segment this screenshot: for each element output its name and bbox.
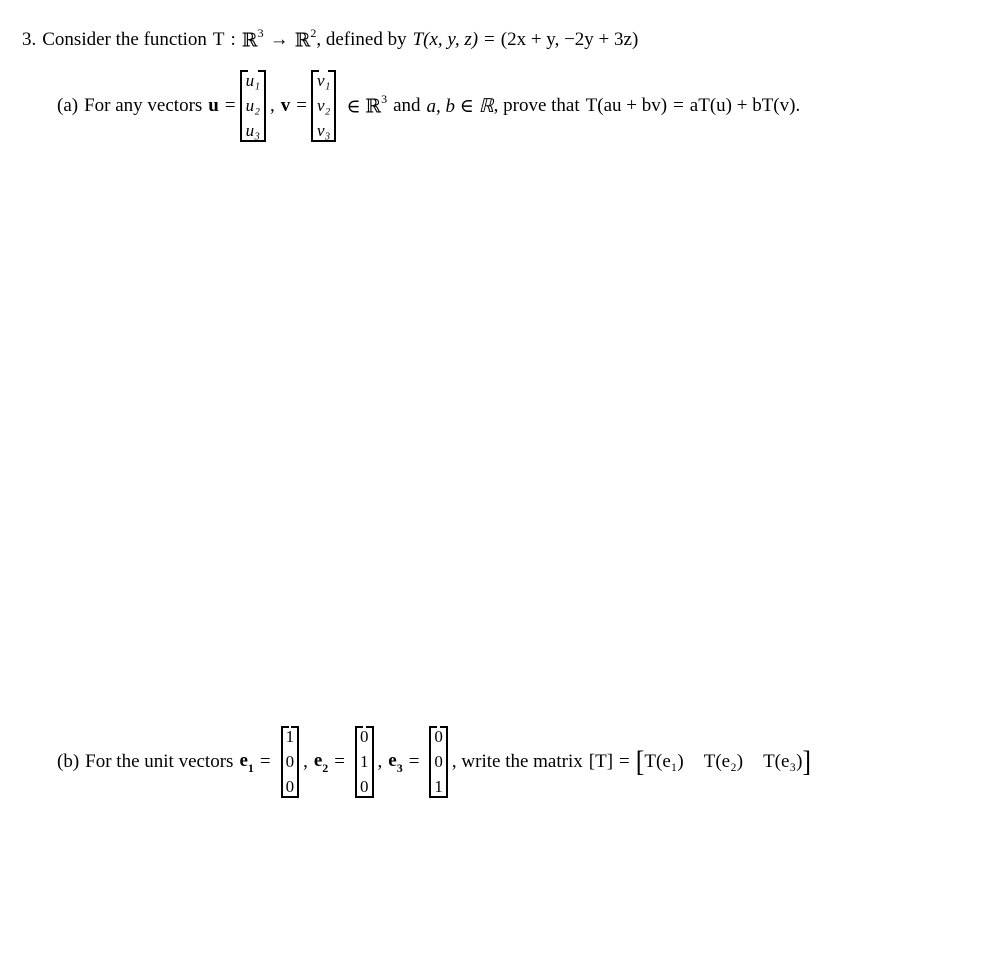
definition-lhs: T(x, y, z) <box>412 29 479 50</box>
e3-entry-2: 0 <box>434 752 443 771</box>
v-entry-1: v₁ <box>316 71 331 90</box>
v-vector-name: v <box>280 95 291 116</box>
e1-entry-2: 0 <box>285 752 295 771</box>
part-a-and: and <box>393 95 421 116</box>
e2-entry-3: 0 <box>360 777 369 796</box>
e3-column-vector <box>429 726 448 798</box>
u-entry-3: u₃ <box>245 121 261 140</box>
matrix-right-bracket: ] <box>802 744 812 779</box>
function-colon: : <box>230 29 236 50</box>
linearity-rhs: aT(u) + bT(v). <box>689 95 801 116</box>
part-b-write-matrix: , write the matrix <box>451 751 583 772</box>
question-intro: Consider the function <box>42 29 207 50</box>
e3-entry-3: 1 <box>434 777 443 796</box>
function-name: T <box>212 29 225 50</box>
part-b-label: (b) <box>57 751 80 772</box>
u-entry-2: u₂ <box>245 96 261 115</box>
matrix-column-1: T(e₁) <box>644 751 684 772</box>
matrix-column-2: T(e₂) <box>703 751 744 772</box>
e1-entry-3: 0 <box>285 777 295 796</box>
matrix-equals: = <box>619 751 630 772</box>
e2-entry-2: 1 <box>360 752 369 771</box>
part-b-text-1: For the unit vectors <box>85 751 234 772</box>
matrix-column-3: T(e₃) <box>763 751 803 772</box>
maps-to-arrow: → <box>269 29 289 50</box>
scalars-ab: a, b ∈ ℝ <box>426 95 494 117</box>
part-a <box>57 68 800 144</box>
in-r3: ∈ ℝ$^3$ <box>346 91 388 118</box>
part-a-prove-that: , prove that <box>493 95 580 116</box>
v-column-vector <box>311 70 336 142</box>
e1-name: $e_1$ <box>239 749 254 776</box>
definition-rhs: (2x + y, −2y + 3z) <box>500 29 639 50</box>
u-vector-name: u <box>208 95 219 116</box>
linearity-equals: = <box>673 95 684 116</box>
part-b: (b) For the unit vectors $e_1$ = 1 0 0 , $e_2$ = 0 1 0 , $e_3$ = 0 0 1 , write the matrix [T] = [ T(e₁) T(e₂) T(e₃) ] <box>57 724 811 800</box>
e3-name: $e_3$ <box>388 749 403 776</box>
e1-entry-1: 1 <box>285 727 295 746</box>
part-a-text-1: For any vectors <box>84 95 203 116</box>
defined-by-text: , defined by <box>316 29 407 50</box>
v-equals: = <box>296 95 307 116</box>
matrix-left-bracket: [ <box>635 744 645 779</box>
v-entry-2: v₂ <box>316 96 331 115</box>
u-equals: = <box>224 95 236 116</box>
e2-equals: = <box>334 751 345 772</box>
e1-column-vector <box>281 726 300 798</box>
e3-equals: = <box>408 751 420 772</box>
definition-equals: = <box>484 29 495 50</box>
domain-set: ℝ$^3$ <box>241 25 264 52</box>
question-number: 3. <box>22 29 37 50</box>
u-entry-1: u₁ <box>245 71 261 90</box>
matrix-name: [T] <box>588 751 614 772</box>
codomain-set: ℝ$^2$ <box>294 25 317 52</box>
v-entry-3: v₃ <box>316 121 331 140</box>
e1-equals: = <box>259 751 271 772</box>
comma-before-v: , <box>270 95 275 116</box>
e2-name: $e_2$ <box>313 749 329 776</box>
question-stem <box>22 25 639 52</box>
part-a-label: (a) <box>57 95 79 116</box>
linearity-lhs: T(au + bv) <box>585 95 668 116</box>
e2-entry-1: 0 <box>360 727 369 746</box>
e3-entry-1: 0 <box>434 727 443 746</box>
u-column-vector <box>240 70 266 142</box>
e2-column-vector <box>355 726 374 798</box>
